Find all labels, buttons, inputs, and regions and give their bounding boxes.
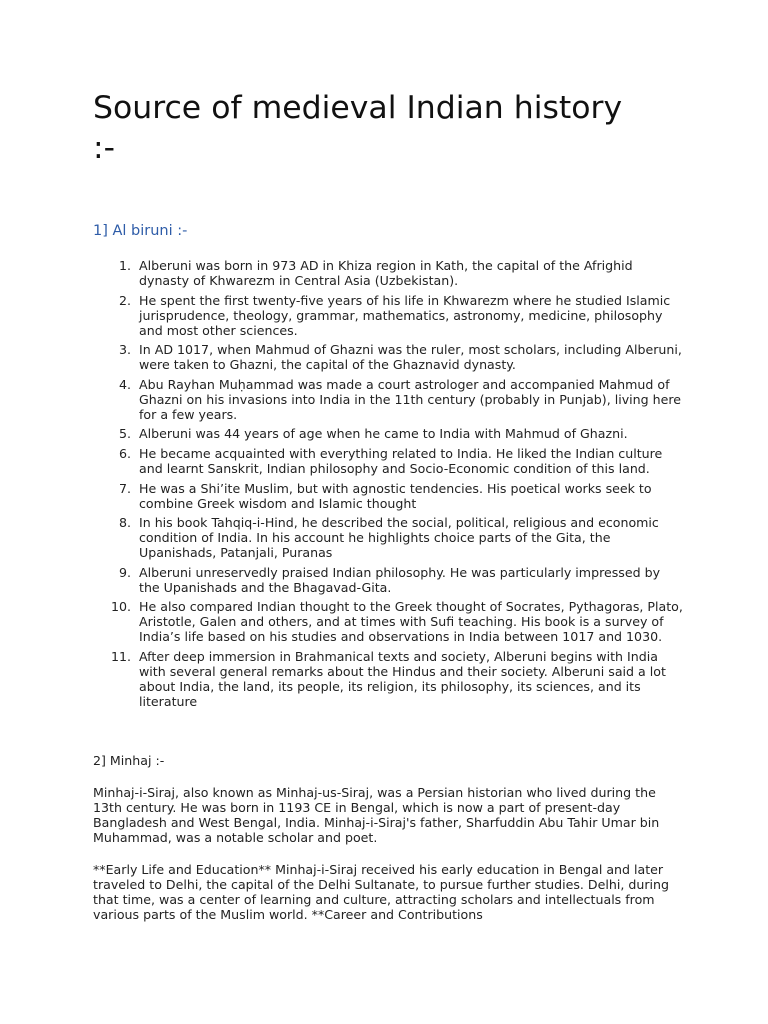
list-item (93, 258, 683, 288)
list-item-number: 6. (118, 445, 131, 461)
list-item (93, 481, 683, 511)
list-item-number: 5. (118, 426, 131, 442)
list-item-text: In his book Tahqiq-i-Hind, he described the social, political, religious and economic condition of India. In his account he highlights choice parts of the Gita, the Upanishads, Patanjali, Puranas (139, 515, 659, 561)
page-title: Source of medieval Indian history :- (93, 90, 623, 166)
section-heading-minhaj: 2] Minhaj :- (93, 753, 165, 768)
list-item-text: In AD 1017, when Mahmud of Ghazni was the ruler, most scholars, including Alberuni, were taken to Ghazni, the capital of the Ghaznavid dynasty. (139, 342, 682, 373)
list-item-text: Alberuni was born in 973 AD in Khiza region in Kath, the capital of the Afrighid dynasty of Khwarezm in Central Asia (Uzbekistan). (139, 258, 633, 288)
list-item-text: Alberuni was 44 years of age when he came to India with Mahmud of Ghazni. (139, 426, 628, 442)
list-item-number: 11. (110, 648, 131, 664)
minhaj-paragraph-intro: Minhaj-i-Siraj, also known as Minhaj-us-Siraj, was a Persian historian who lived during the 13th century. He was born in 1193 CE in Bengal, which is now a part of present-day Bangladesh and West Bengal, India. Minhaj-i-Siraj's father, Sharfuddin Abu Tahir Umar bin Muhammad, was a notable scholar and poet. (93, 785, 660, 845)
list-item (93, 599, 683, 644)
list-item-number: 3. (118, 342, 131, 358)
section-heading-al-biruni: 1] Al biruni :- (93, 223, 188, 239)
list-item-text: He became acquainted with everything related to India. He liked the Indian culture and learnt Sanskrit, Indian philosophy and Socio-Economic condition of this land. (139, 445, 663, 476)
list-item-number: 2. (118, 292, 131, 308)
list-item-number: 9. (118, 564, 131, 580)
list-item-text: He also compared Indian thought to the Greek thought of Socrates, Pythagoras, Plato, Aristotle, Galen and others, and at times with Sufi teaching. His book is a survey of India’s life based on his studies and observations in India between 1017 and 1030. (139, 599, 683, 645)
list-item (93, 446, 683, 476)
list-item-number: 4. (118, 376, 131, 392)
minhaj-paragraph-early-life: **Early Life and Education** Minhaj-i-Siraj received his early education in Bengal and later traveled to Delhi, the capital of the Delhi Sultanate, to pursue further studies. Delhi, during that time, was a center of learning and culture, attracting scholars and intellectuals from various parts of the Muslim world. **Career and Contributions (93, 862, 669, 922)
list-item-text: After deep immersion in Brahmanical texts and society, Alberuni begins with India with several general remarks about the Hindus and their society. Alberuni said a lot about India, the land, its people, its religion, its philosophy, its sciences, and its literature (139, 648, 666, 709)
list-item-text: He spent the first twenty-five years of his life in Khwarezm where he studied Islamic jurisprudence, theology, grammar, mathematics, astronomy, medicine, philosophy and most other sciences. (139, 292, 671, 338)
list-item-text: He was a Shi’ite Muslim, but with agnostic tendencies. His poetical works seek to combine Greek wisdom and Islamic thought (139, 480, 652, 511)
list-item-number: 8. (118, 515, 131, 531)
list-item-number: 1. (118, 258, 131, 273)
list-item (93, 342, 683, 372)
list-item-text: Alberuni unreservedly praised Indian philosophy. He was particularly impressed by the Upanishads and the Bhagavad-Gita. (139, 564, 661, 595)
list-item (93, 426, 683, 441)
list-item (93, 377, 683, 422)
list-item-number: 10. (110, 599, 131, 615)
list-item (93, 565, 683, 595)
list-item (93, 293, 683, 338)
alberuni-points-list (93, 258, 683, 714)
list-item-number: 7. (118, 480, 131, 496)
list-item-text: Abu Rayhan Muḥammad was made a court astrologer and accompanied Mahmud of Ghazni on his invasions into India in the 11th century (probably in Punjab), living here for a few years. (139, 376, 682, 422)
list-item (93, 515, 683, 560)
list-item (93, 649, 683, 709)
